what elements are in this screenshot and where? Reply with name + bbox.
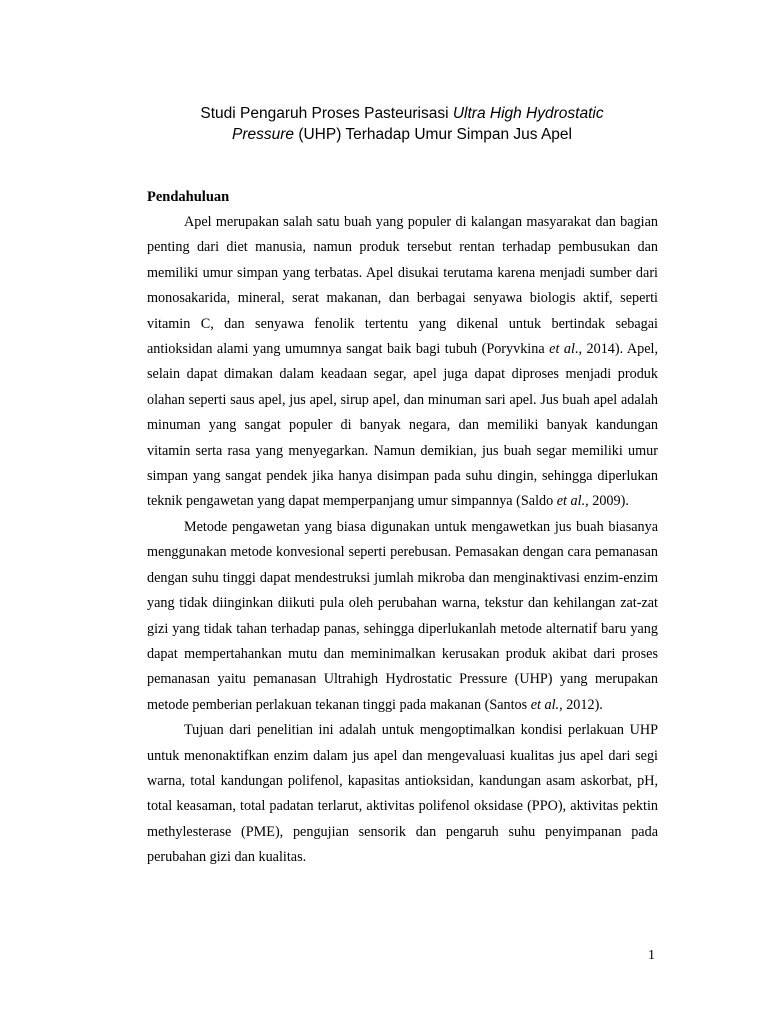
paragraph-2-part-a: Metode pengawetan yang biasa digunakan untuk mengawetkan jus buah biasanya menggunakan metode konvesional seperti perebusan. Pemasakan dengan cara pemanasan dengan suhu tinggi dapat mendestruksi jumlah mikroba dan menginaktivasi enzim-enzim yang tidak diinginkan diikuti pula oleh perubahan warna, tekstur dan kehilangan zat-zat gizi yang tidak tahan terhadap panas, sehingga diperlukanlah metode alternatif baru yang dapat mempertahankan mutu dan meminimalkan kerusakan produk akibat dari proses pemanasan yaitu pemanasan Ultrahigh Hydrostatic Pressure (UHP) yang merupakan metode pemberian perlakuan tekanan tinggi pada makanan (Santos	[147, 518, 658, 713]
paragraph-2-citation-italic: et al.	[530, 696, 560, 713]
paragraph-1-citation-italic-2: et al.	[556, 493, 586, 510]
section-heading: Pendahuluan	[147, 189, 230, 205]
paragraph-1-part-b: ., 2014). Apel, selain dapat dimakan dalam keadaan segar, apel juga dapat diproses menjadi produk olahan seperti saus apel, jus apel, sirup apel, dan minuman sari apel. Jus buah apel adalah minuman yang sangat populer di banyak negara, dan memiliki banyak kandungan vitamin serta rasa yang menyegarkan. Namun demikian, jus buah segar memiliki umur simpan yang sangat pendek jika hanya disimpan pada suhu dingin, sehingga diperlukan teknik pengawetan yang dapat memperpanjang umur simpannya (Saldo	[147, 341, 658, 510]
paragraph-3: Tujuan dari penelitian ini adalah untuk mengoptimalkan kondisi perlakuan UHP untuk menonaktifkan enzim dalam jus apel dan mengevaluasi kualitas jus apel dari segi warna, total kandungan polifenol, kapasitas antioksidan, kandungan asam askorbat, pH, total keasaman, total padatan terlarut, aktivitas polifenol oksidase (PPO), aktivitas pektin methylesterase (PME), pengujian sensorik dan pengaruh suhu penyimpanan pada perubahan gizi dan kualitas.	[147, 722, 658, 866]
paragraph-1-part-c: , 2009).	[585, 493, 629, 510]
paragraph-1-part-a: Apel merupakan salah satu buah yang populer di kalangan masyarakat dan bagian penting dari diet manusia, namun produk tersebut rentan terhadap pembusukan dan memiliki umur simpan yang terbatas. Apel disukai terutama karena menjadi sumber dari monosakarida, mineral, serat makanan, dan berbagai senyawa biologis aktif, seperti vitamin C, dan senyawa fenolik tertentu yang dikenal untuk bertindak sebagai antioksidan alami yang umumnya sangat baik bagi tubuh (Poryvkina	[147, 214, 658, 358]
body-text	[147, 210, 658, 871]
page-number: 1	[648, 948, 655, 963]
title-line2-italic: Pressure	[231, 126, 295, 143]
paragraph-2-part-b: , 2012).	[559, 696, 603, 713]
document-title	[100, 103, 704, 145]
paragraph-1-citation-italic-1: et al	[549, 341, 575, 358]
paragraph-1	[147, 210, 658, 515]
paragraph-2	[147, 515, 658, 718]
title-line1-regular: Studi Pengaruh Proses Pasteurisasi	[200, 105, 453, 122]
title-line2-regular: (UHP) Terhadap Umur Simpan Jus Apel	[294, 126, 572, 143]
title-line1-italic: Ultra High Hydrostatic	[452, 105, 604, 122]
